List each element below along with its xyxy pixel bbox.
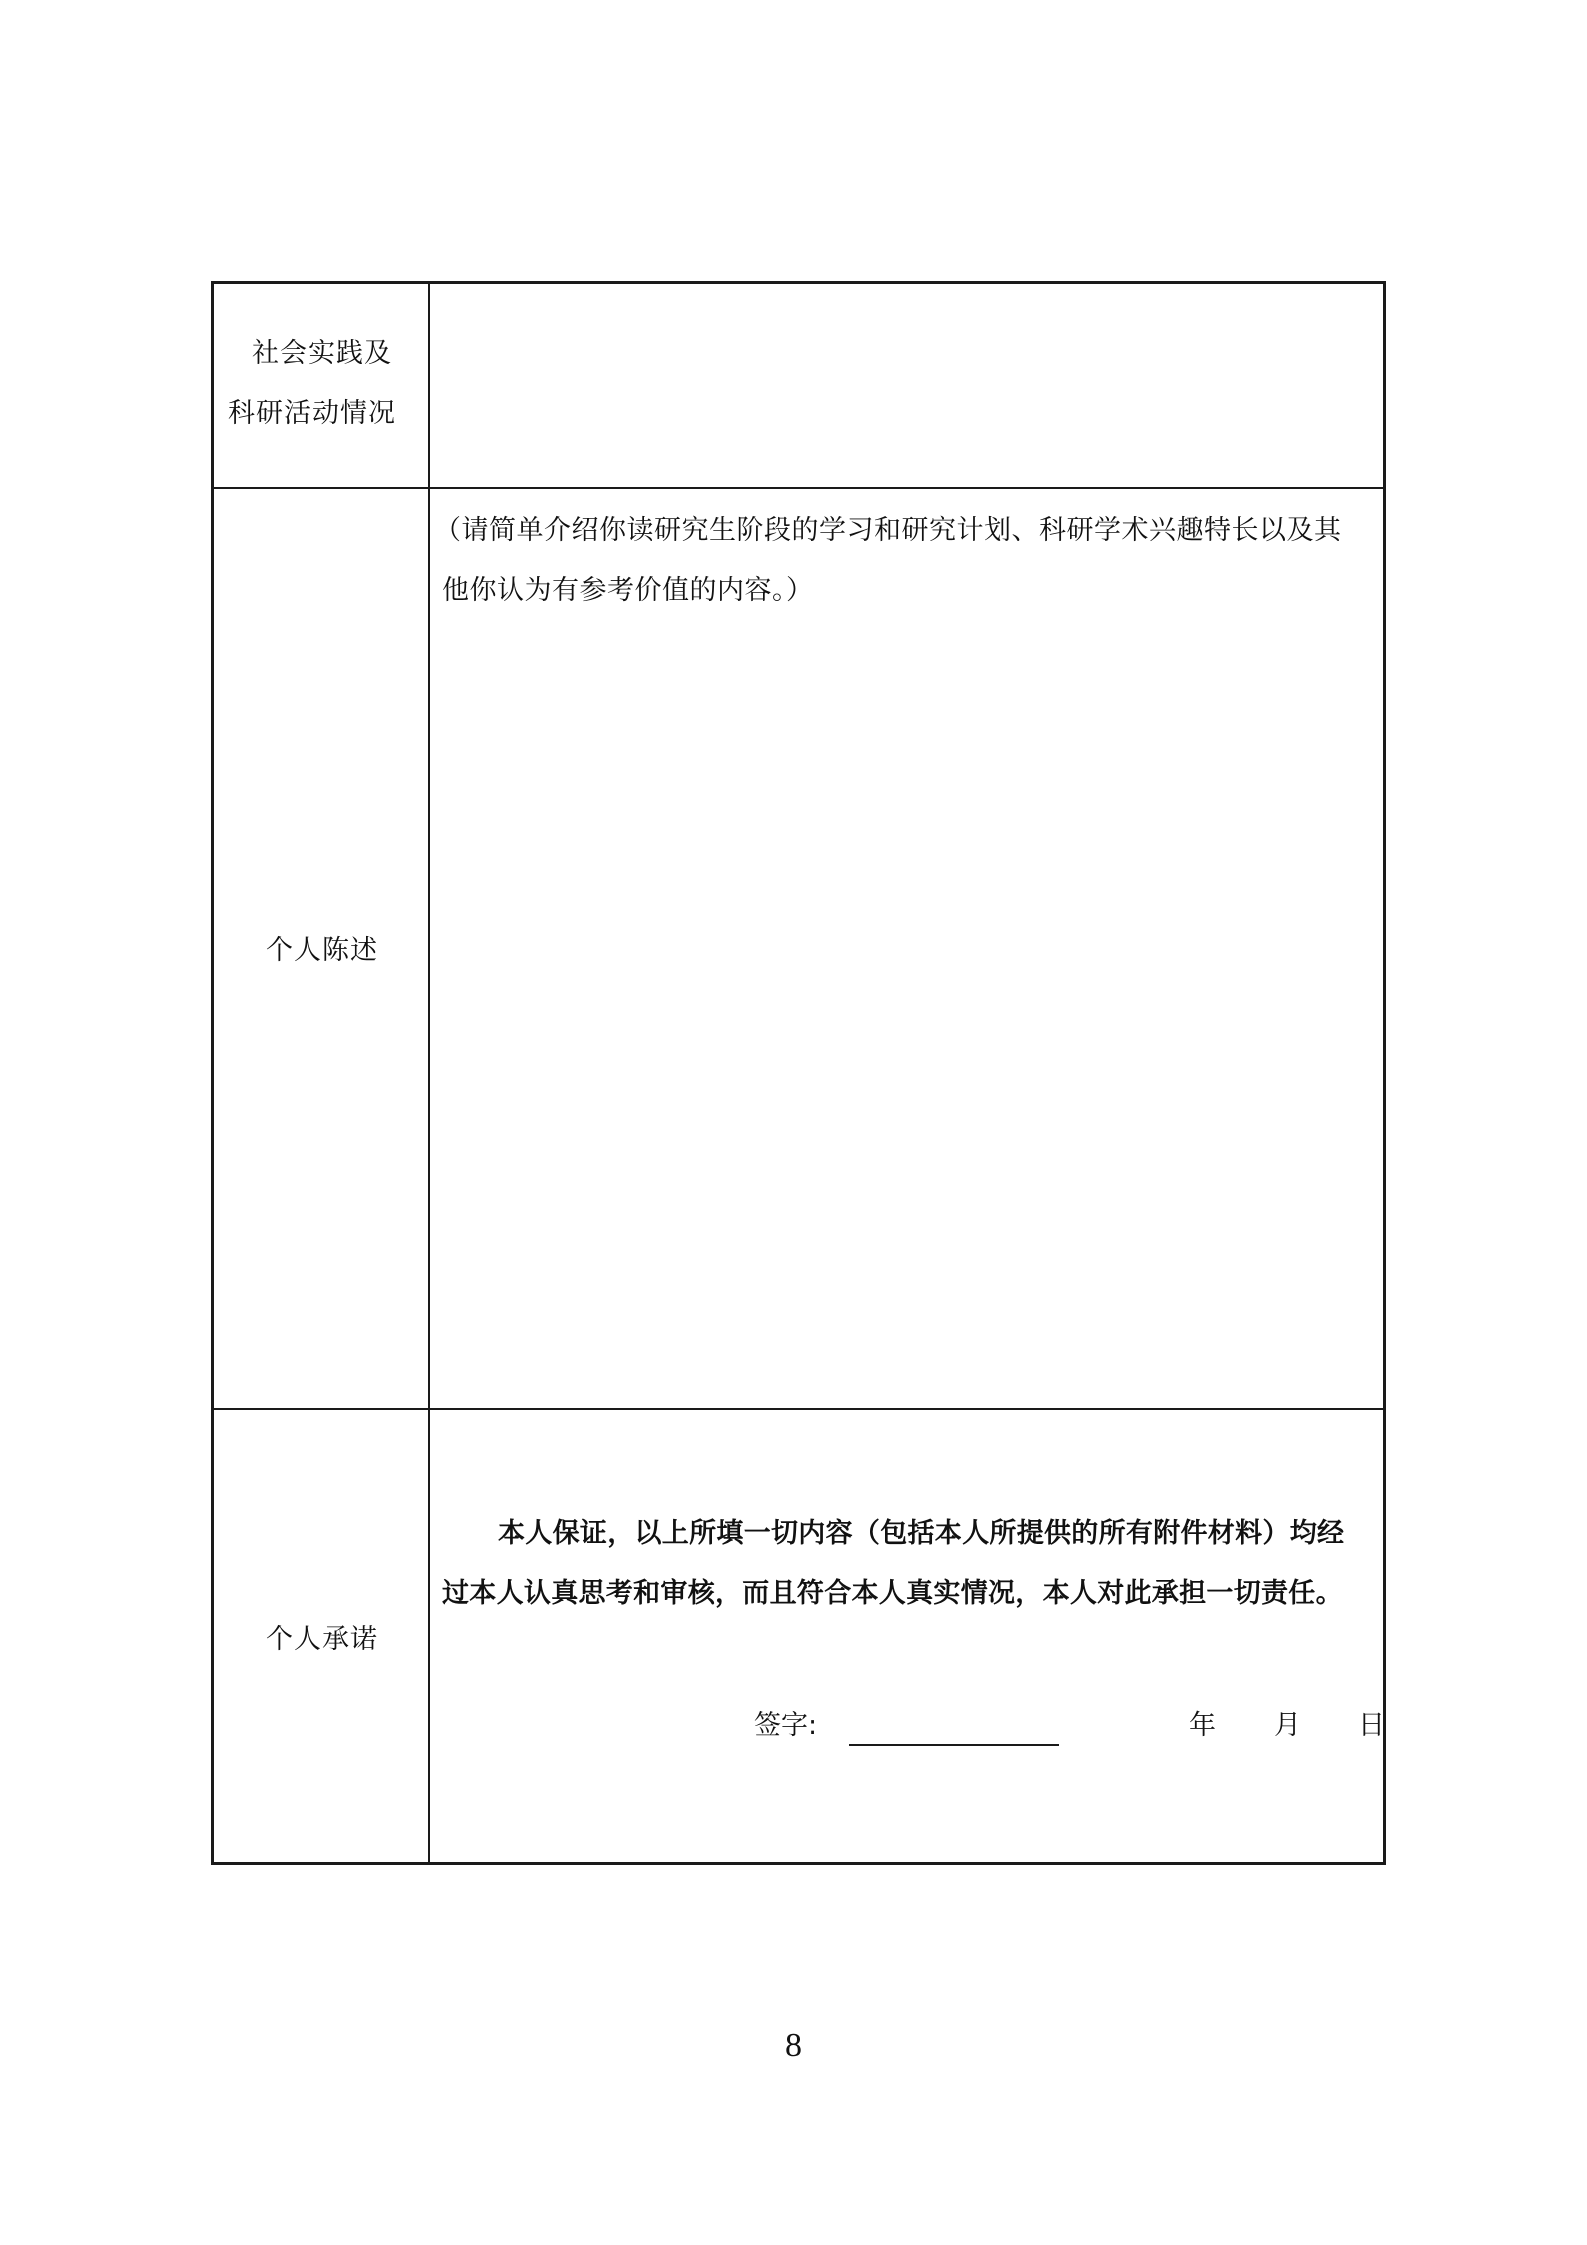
pledge-text bbox=[442, 1504, 1382, 1624]
date-year-label: 年 bbox=[1189, 1710, 1216, 1741]
personal-statement-field[interactable] bbox=[430, 489, 1383, 1408]
pledge-label: 个人承诺 bbox=[266, 1624, 378, 1655]
date-month-label: 月 bbox=[1274, 1710, 1301, 1741]
instruction-line1: （请简单介绍你读研究生阶段的学习和研究计划、科研学术兴趣特长以及其 bbox=[434, 515, 1342, 546]
instruction-line2: 他你认为有参考价值的内容。） bbox=[442, 575, 814, 606]
pledge-line1: 本人保证，以上所填一切内容（包括本人所提供的所有附件材料）均经 bbox=[498, 1518, 1345, 1549]
row-divider bbox=[214, 1408, 1383, 1410]
pledge-line2: 过本人认真思考和审核，而且符合本人真实情况，本人对此承担一切责任。 bbox=[442, 1578, 1343, 1609]
social-practice-label-line1: 社会实践及 bbox=[252, 338, 392, 369]
signature-label: 签字: bbox=[754, 1710, 818, 1741]
date-day-label: 日 bbox=[1358, 1710, 1385, 1741]
social-practice-field[interactable] bbox=[430, 284, 1383, 487]
personal-statement-label: 个人陈述 bbox=[266, 935, 378, 966]
signature-input-line[interactable] bbox=[849, 1744, 1059, 1746]
personal-statement-instruction bbox=[434, 501, 1382, 621]
page-number: 8 bbox=[785, 2027, 802, 2064]
application-form-table bbox=[211, 281, 1386, 1865]
social-practice-label-line2: 科研活动情况 bbox=[228, 398, 396, 429]
social-practice-label bbox=[214, 324, 428, 444]
